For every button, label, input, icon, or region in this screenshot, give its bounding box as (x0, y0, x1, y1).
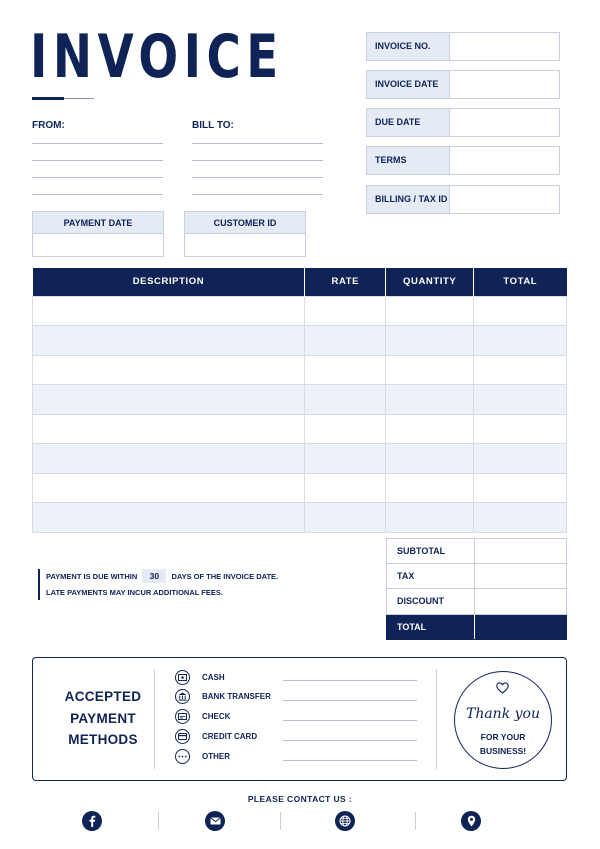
rate-cell[interactable] (305, 473, 386, 503)
divider (436, 669, 437, 769)
quantity-cell[interactable] (386, 296, 474, 326)
terms-field[interactable] (450, 147, 559, 174)
totals-box (386, 538, 567, 640)
rate-cell[interactable] (305, 444, 386, 474)
billing-tax-id-row (366, 185, 560, 214)
subtotal-row (386, 538, 567, 564)
rate-cell[interactable] (305, 503, 386, 533)
billing-tax-id-field[interactable] (450, 186, 559, 213)
rate-cell[interactable] (305, 296, 386, 326)
quantity-cell[interactable] (386, 326, 474, 356)
total-cell[interactable] (474, 326, 567, 356)
method-label: CASH (202, 672, 225, 682)
total-field[interactable] (475, 615, 566, 640)
bill-to-line[interactable] (192, 143, 323, 144)
method-line[interactable] (283, 760, 417, 761)
discount-label: DISCOUNT (387, 589, 475, 614)
method-line[interactable] (283, 720, 417, 721)
total-label: TOTAL (387, 615, 475, 640)
email-icon[interactable] (205, 811, 225, 831)
facebook-icon[interactable] (82, 811, 102, 831)
description-cell[interactable] (33, 503, 305, 533)
quantity-cell[interactable] (386, 473, 474, 503)
table-row (33, 296, 567, 326)
customer-id-label: CUSTOMER ID (185, 212, 305, 234)
method-label: CHECK (202, 712, 231, 721)
description-cell[interactable] (33, 355, 305, 385)
total-cell[interactable] (474, 414, 567, 444)
method-check[interactable] (175, 709, 230, 725)
for-your-business-text (455, 730, 551, 758)
accepted-payment-heading (53, 686, 153, 751)
divider (415, 812, 416, 830)
meta-label: BILLING / TAX ID (367, 186, 450, 213)
description-cell[interactable] (33, 473, 305, 503)
from-line[interactable] (32, 143, 163, 144)
bill-to-line[interactable] (192, 177, 323, 178)
total-cell[interactable] (474, 385, 567, 415)
cash-icon (175, 670, 190, 685)
method-label: BANK TRANSFER (202, 692, 271, 701)
late-fee-note: LATE PAYMENTS MAY INCUR ADDITIONAL FEES. (46, 588, 223, 597)
from-label: FROM: (32, 120, 65, 131)
invoice-date-field[interactable] (450, 71, 559, 98)
customer-id-box[interactable] (184, 211, 306, 257)
check-icon (175, 709, 190, 724)
tax-row (386, 564, 567, 590)
payment-date-box[interactable] (32, 211, 164, 257)
payment-date-label: PAYMENT DATE (33, 212, 163, 234)
contact-heading: PLEASE CONTACT US : (247, 794, 353, 804)
invoice-title: INVOICE (30, 22, 284, 92)
bill-to-line[interactable] (192, 194, 323, 195)
column-header-quantity: QUANTITY (386, 268, 474, 296)
terms-suffix: DAYS OF THE INVOICE DATE. (171, 572, 279, 581)
column-header-description: DESCRIPTION (33, 268, 305, 296)
total-cell[interactable] (474, 503, 567, 533)
location-icon[interactable] (461, 811, 481, 831)
due-days-value[interactable]: 30 (142, 569, 166, 583)
divider (154, 669, 155, 769)
total-cell[interactable] (474, 444, 567, 474)
total-row (386, 615, 567, 641)
from-line[interactable] (32, 177, 163, 178)
discount-field[interactable] (475, 589, 566, 614)
globe-icon[interactable] (335, 811, 355, 831)
subtotal-label: SUBTOTAL (387, 539, 475, 563)
description-cell[interactable] (33, 296, 305, 326)
thank-you-badge (454, 671, 552, 769)
from-line[interactable] (32, 160, 163, 161)
tax-label: TAX (387, 564, 475, 589)
divider (158, 812, 159, 830)
total-cell[interactable] (474, 355, 567, 385)
quantity-cell[interactable] (386, 385, 474, 415)
thanks-line: FOR YOUR (480, 732, 526, 742)
title-underline (32, 97, 64, 100)
description-cell[interactable] (33, 444, 305, 474)
invoice-no-row (366, 32, 560, 61)
terms-row (366, 146, 560, 175)
heading-line: ACCEPTED (64, 689, 142, 704)
total-cell[interactable] (474, 473, 567, 503)
more-icon (175, 749, 190, 764)
quantity-cell[interactable] (386, 503, 474, 533)
column-header-rate: RATE (305, 268, 386, 296)
terms-prefix: PAYMENT IS DUE WITHIN (46, 572, 138, 581)
table-row (33, 326, 567, 356)
due-date-row (366, 108, 560, 137)
description-cell[interactable] (33, 385, 305, 415)
total-cell[interactable] (474, 296, 567, 326)
invoice-date-row (366, 70, 560, 99)
payment-methods-panel (32, 657, 567, 781)
title-underline-light (64, 98, 94, 99)
heading-line: METHODS (68, 732, 138, 747)
table-row (33, 444, 567, 474)
credit-card-icon (175, 729, 190, 744)
rate-cell[interactable] (305, 355, 386, 385)
quantity-cell[interactable] (386, 355, 474, 385)
line-items-table (32, 268, 567, 533)
heading-line: PAYMENT (70, 710, 136, 726)
from-line[interactable] (32, 194, 163, 195)
meta-label: INVOICE NO. (367, 33, 450, 60)
method-bank-transfer[interactable] (175, 689, 271, 705)
invoice-no-field[interactable] (450, 33, 559, 60)
method-label: CREDIT CARD (202, 732, 258, 741)
method-other[interactable] (175, 749, 230, 765)
table-row (33, 473, 567, 503)
table-row (33, 355, 567, 385)
table-row (33, 385, 567, 415)
table-row (33, 414, 567, 444)
table-row (33, 503, 567, 533)
bill-to-line[interactable] (192, 160, 323, 161)
thank-you-text: Thank you (465, 706, 540, 722)
method-line[interactable] (283, 700, 417, 701)
method-cash[interactable] (175, 669, 225, 685)
meta-label: TERMS (367, 147, 450, 174)
description-cell[interactable] (33, 326, 305, 356)
tax-field[interactable] (475, 564, 566, 589)
heart-icon (496, 682, 509, 697)
bank-icon (175, 689, 190, 704)
quantity-cell[interactable] (386, 414, 474, 444)
rate-cell[interactable] (305, 385, 386, 415)
quantity-cell[interactable] (386, 444, 474, 474)
description-cell[interactable] (33, 414, 305, 444)
payment-terms-note (38, 569, 278, 600)
rate-cell[interactable] (305, 414, 386, 444)
due-date-field[interactable] (450, 109, 559, 136)
meta-label: DUE DATE (367, 109, 450, 136)
method-line[interactable] (283, 680, 417, 681)
column-header-total: TOTAL (474, 268, 567, 296)
method-label: OTHER (202, 752, 230, 761)
subtotal-field[interactable] (475, 539, 566, 563)
meta-label: INVOICE DATE (367, 71, 450, 98)
divider (280, 812, 281, 830)
method-line[interactable] (283, 740, 417, 741)
bill-to-label: BILL TO: (192, 120, 234, 131)
discount-row (386, 589, 567, 615)
rate-cell[interactable] (305, 326, 386, 356)
method-credit-card[interactable] (175, 729, 257, 745)
thanks-line: BUSINESS! (479, 746, 527, 756)
